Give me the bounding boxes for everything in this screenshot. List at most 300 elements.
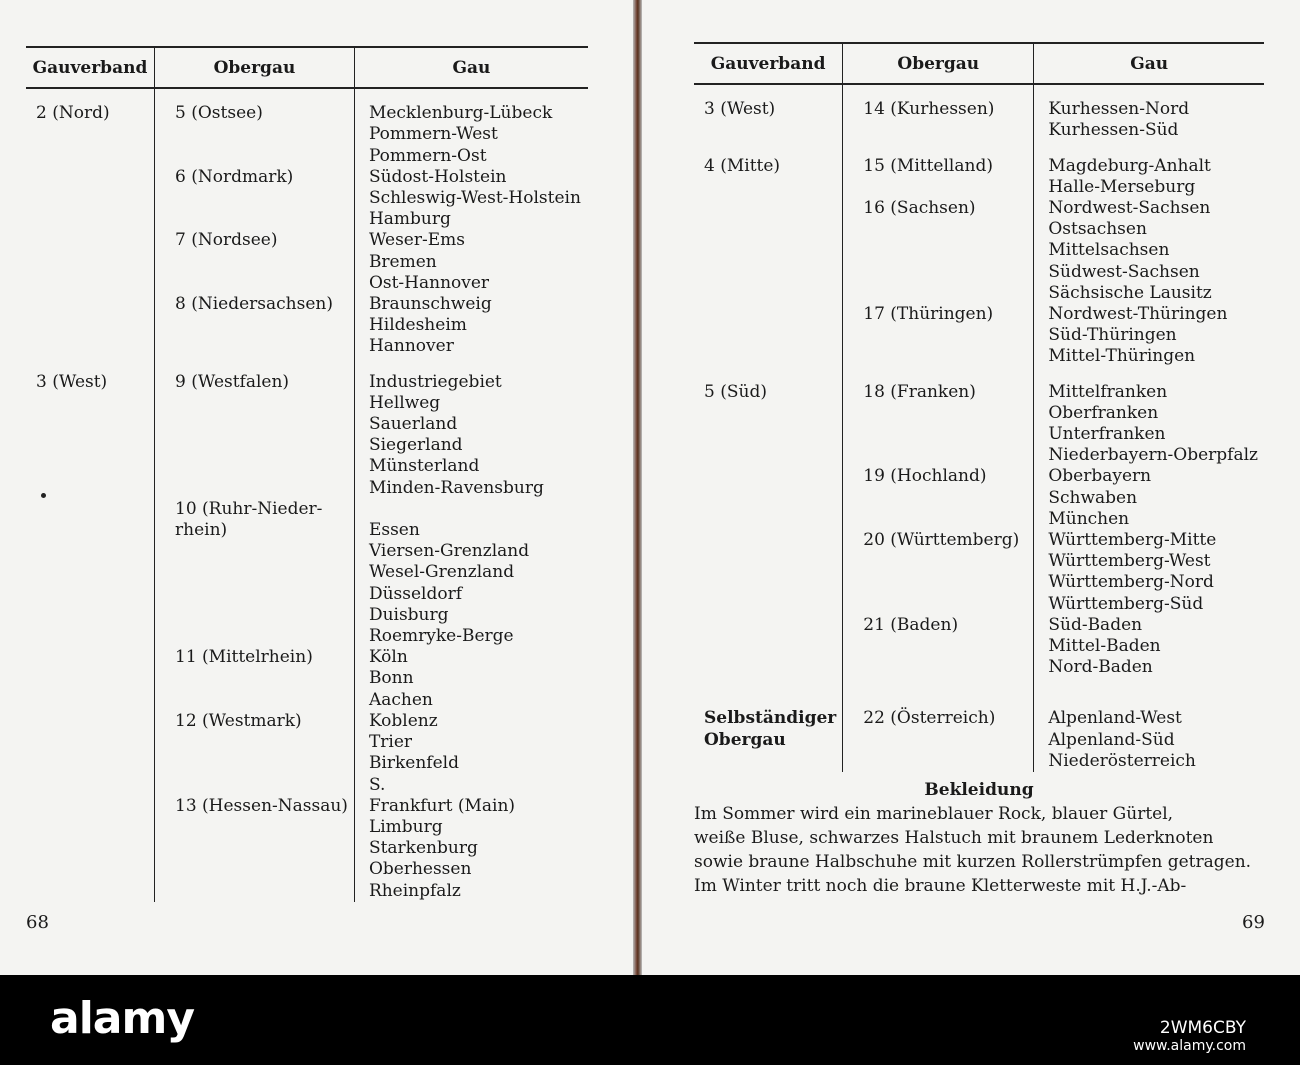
obergau-cell: 6 (Nordmark) (155, 167, 355, 188)
table-row (26, 499, 588, 520)
obergau-cell: 16 (Sachsen) (843, 198, 1034, 219)
gauverband-cell (26, 711, 155, 732)
gauverband-cell (694, 304, 843, 325)
gau-cell: Bonn (354, 668, 588, 689)
gauverband-cell (26, 668, 155, 689)
obergau-cell: 22 (Österreich) (843, 708, 1034, 729)
gauverband-cell: 3 (West) (704, 99, 776, 120)
table-row (26, 456, 588, 477)
gauverband-cell (694, 219, 843, 240)
obergau-cell (155, 456, 355, 477)
table-row (694, 325, 1264, 346)
gau-cell: Trier (354, 732, 588, 753)
gauverband-cell (26, 124, 155, 145)
gauverband-cell (26, 520, 155, 541)
gauverband-cell (26, 541, 155, 562)
obergau-cell (155, 188, 355, 209)
table-row (26, 562, 588, 583)
gauverband-cell: Obergau (704, 729, 786, 750)
watermark-url: www.alamy.com (1133, 1038, 1246, 1054)
gauverband-cell (26, 435, 155, 456)
gau-cell: Ostsachsen (1034, 219, 1264, 240)
gauverband-cell (694, 198, 843, 219)
gau-cell: Oberhessen (354, 859, 588, 880)
ink-speck (41, 493, 46, 498)
spacer-cell (1034, 368, 1264, 382)
gauverband-cell (26, 456, 155, 477)
obergau-cell: 10 (Ruhr-Nieder- (155, 499, 355, 520)
obergau-cell (843, 751, 1034, 772)
table-row (694, 346, 1264, 367)
gau-cell: S. (354, 775, 588, 796)
gau-cell: Duisburg (354, 605, 588, 626)
table-row (26, 838, 588, 859)
gauverband-cell (26, 315, 155, 336)
table-row (26, 209, 588, 230)
table-row (694, 219, 1264, 240)
obergau-cell: 13 (Hessen-Nassau) (155, 796, 355, 817)
spacer-row (694, 84, 1264, 99)
obergau-cell (843, 424, 1034, 445)
table-row (26, 167, 588, 188)
gau-cell: Nord-Baden (1034, 657, 1264, 678)
table-row (26, 393, 588, 414)
table-row (694, 304, 1264, 325)
obergau-cell (155, 414, 355, 435)
gauverband-cell (694, 240, 843, 261)
obergau-cell (155, 732, 355, 753)
obergau-cell: 5 (Ostsee) (155, 103, 355, 124)
spacer-cell (155, 88, 355, 103)
table-row (26, 647, 588, 668)
gauverband-cell: 3 (West) (36, 371, 108, 392)
gauverband-cell (26, 796, 155, 817)
obergau-cell (843, 262, 1034, 283)
spacer-cell (843, 142, 1034, 156)
obergau-cell (843, 403, 1034, 424)
gauverband-cell (694, 594, 843, 615)
book-spine (633, 0, 642, 975)
right-gau-table (694, 42, 1264, 772)
gauverband-cell (26, 605, 155, 626)
gau-cell: Schleswig-West-Holstein (354, 188, 588, 209)
obergau-cell (843, 346, 1034, 367)
table-row (26, 775, 588, 796)
left-gau-table (26, 46, 588, 902)
gau-cell: Württemberg-Nord (1034, 572, 1264, 593)
obergau-cell (843, 594, 1034, 615)
table-row (694, 751, 1264, 772)
gau-cell: Siegerland (354, 435, 588, 456)
obergau-cell (843, 657, 1034, 678)
gauverband-cell (694, 657, 843, 678)
gauverband-cell (26, 273, 155, 294)
spacer-row (26, 358, 588, 372)
header-obergau: Obergau (155, 47, 355, 88)
spacer-cell (26, 88, 155, 103)
gauverband-cell (26, 562, 155, 583)
table-row (694, 509, 1264, 530)
gau-cell: Mecklenburg-Lübeck (354, 103, 588, 124)
gauverband-cell (26, 188, 155, 209)
obergau-cell (155, 541, 355, 562)
gauverband-cell (694, 551, 843, 572)
gau-cell: Rheinpfalz (354, 881, 588, 902)
gau-cell: Württemberg-West (1034, 551, 1264, 572)
gauverband-cell (26, 775, 155, 796)
obergau-cell (843, 283, 1034, 304)
gauverband-cell (26, 230, 155, 251)
table-row (26, 690, 588, 711)
obergau-cell: rhein) (155, 520, 355, 541)
table-row (26, 252, 588, 273)
table-row (694, 445, 1264, 466)
gauverband-cell (694, 636, 843, 657)
gau-cell: Starkenburg (354, 838, 588, 859)
gauverband-cell: Selbständiger (704, 708, 837, 729)
gauverband-cell (694, 751, 843, 772)
table-row (26, 435, 588, 456)
obergau-cell: 21 (Baden) (843, 615, 1034, 636)
spacer-cell (694, 368, 843, 382)
obergau-cell: 11 (Mittelrhein) (155, 647, 355, 668)
obergau-cell (155, 562, 355, 583)
table-row (694, 240, 1264, 261)
obergau-cell: 8 (Niedersachsen) (155, 294, 355, 315)
gauverband-cell (694, 572, 843, 593)
table-row (26, 668, 588, 689)
spacer-row (694, 142, 1264, 156)
table-row (26, 414, 588, 435)
gau-cell: Frankfurt (Main) (354, 796, 588, 817)
table-row (26, 796, 588, 817)
gau-cell: Essen (354, 520, 588, 541)
gau-cell: Nordwest-Sachsen (1034, 198, 1264, 219)
spacer-cell (26, 358, 155, 372)
obergau-cell (843, 636, 1034, 657)
obergau-cell: 18 (Franken) (843, 382, 1034, 403)
spacer-cell (1034, 84, 1264, 99)
obergau-cell (843, 488, 1034, 509)
obergau-cell (155, 838, 355, 859)
table-row (694, 156, 1264, 177)
obergau-cell: 7 (Nordsee) (155, 230, 355, 251)
table-row (26, 294, 588, 315)
gauverband-cell (694, 445, 843, 466)
gauverband-cell (26, 881, 155, 902)
table-row (694, 466, 1264, 487)
gau-cell: Mittelsachsen (1034, 240, 1264, 261)
obergau-cell (843, 219, 1034, 240)
gau-cell: Wesel-Grenzland (354, 562, 588, 583)
gau-cell: Nordwest-Thüringen (1034, 304, 1264, 325)
paragraph-line: weiße Bluse, schwarzes Halstuch mit braunem Lederknoten (694, 828, 1214, 848)
gau-cell: Viersen-Grenzland (354, 541, 588, 562)
obergau-cell: 9 (Westfalen) (155, 372, 355, 393)
gauverband-cell (694, 509, 843, 530)
obergau-cell (155, 336, 355, 357)
spacer-cell (694, 142, 843, 156)
clothing-paragraph (694, 802, 1266, 898)
gau-cell: Hannover (354, 336, 588, 357)
obergau-cell (155, 753, 355, 774)
obergau-cell (155, 315, 355, 336)
table-row (694, 594, 1264, 615)
spacer-cell (694, 84, 843, 99)
obergau-cell (843, 509, 1034, 530)
header-gauverband: Gauverband (694, 43, 843, 84)
table-row (694, 488, 1264, 509)
gau-cell: Süd-Thüringen (1034, 325, 1264, 346)
table-row (26, 188, 588, 209)
gau-cell: Pommern-Ost (354, 146, 588, 167)
table-row (26, 273, 588, 294)
gau-cell: Kurhessen-Nord (1034, 99, 1264, 120)
alamy-logo: alamy (50, 993, 194, 1044)
gau-cell: Pommern-West (354, 124, 588, 145)
gau-cell: Weser-Ems (354, 230, 588, 251)
header-gau: Gau (1034, 43, 1264, 84)
spacer-row (694, 678, 1264, 708)
gauverband-cell (26, 294, 155, 315)
obergau-cell (843, 325, 1034, 346)
table-row (694, 120, 1264, 141)
paragraph-line: Im Winter tritt noch die braune Kletterweste mit H.J.-Ab- (694, 876, 1187, 896)
gau-cell: Württemberg-Mitte (1034, 530, 1264, 551)
gau-cell: Mittel-Baden (1034, 636, 1264, 657)
gau-cell: Alpenland-West (1034, 708, 1264, 729)
spacer-cell (1034, 678, 1264, 708)
spacer-cell (694, 678, 843, 708)
table-row (26, 541, 588, 562)
gauverband-cell (694, 530, 843, 551)
gauverband-cell (694, 120, 843, 141)
gau-cell: Düsseldorf (354, 584, 588, 605)
obergau-cell (843, 551, 1034, 572)
gau-cell: Süd-Baden (1034, 615, 1264, 636)
gauverband-cell (26, 336, 155, 357)
watermark-bar (0, 975, 1300, 1065)
table-row (26, 124, 588, 145)
gauverband-cell: 2 (Nord) (36, 103, 110, 124)
gauverband-cell (26, 393, 155, 414)
obergau-cell (155, 124, 355, 145)
table-row (26, 146, 588, 167)
table-row (694, 177, 1264, 198)
gauverband-cell (26, 499, 155, 520)
gauverband-cell (694, 424, 843, 445)
table-row (694, 530, 1264, 551)
spacer-cell (843, 368, 1034, 382)
gau-cell: Braunschweig (354, 294, 588, 315)
table-row (26, 711, 588, 732)
table-row (694, 551, 1264, 572)
table-row (26, 520, 588, 541)
gau-cell: Niederösterreich (1034, 751, 1264, 772)
table-row (694, 572, 1264, 593)
table-row (694, 708, 1264, 729)
section-title: Bekleidung (924, 780, 1034, 800)
gau-cell: Hellweg (354, 393, 588, 414)
gau-cell: Oberfranken (1034, 403, 1264, 424)
table-row (694, 424, 1264, 445)
gau-cell: Mittelfranken (1034, 382, 1264, 403)
gau-cell: Oberbayern (1034, 466, 1264, 487)
table-row (694, 283, 1264, 304)
table-row (26, 626, 588, 647)
table-row (694, 615, 1264, 636)
gau-cell (354, 499, 588, 520)
gau-cell: Hamburg (354, 209, 588, 230)
table-row (694, 657, 1264, 678)
table-row (26, 315, 588, 336)
gauverband-cell (694, 177, 843, 198)
obergau-cell (155, 478, 355, 499)
table-row (26, 103, 588, 124)
page-number-right: 69 (1242, 912, 1265, 933)
spacer-cell (354, 88, 588, 103)
gauverband-cell (26, 146, 155, 167)
obergau-cell (155, 626, 355, 647)
spacer-row (694, 368, 1264, 382)
table-row (694, 198, 1264, 219)
table-row (694, 262, 1264, 283)
spacer-cell (1034, 142, 1264, 156)
gau-cell: Alpenland-Süd (1034, 730, 1264, 751)
obergau-cell (155, 146, 355, 167)
gauverband-cell (26, 817, 155, 838)
gauverband-cell (694, 346, 843, 367)
table-row (26, 230, 588, 251)
table-row (26, 859, 588, 880)
spacer-cell (155, 358, 355, 372)
obergau-cell: 15 (Mittelland) (843, 156, 1034, 177)
gau-cell: Südwest-Sachsen (1034, 262, 1264, 283)
gauverband-cell (26, 252, 155, 273)
obergau-cell (843, 730, 1034, 751)
obergau-cell (155, 209, 355, 230)
gauverband-cell (26, 209, 155, 230)
gauverband-cell (26, 626, 155, 647)
right-page (642, 0, 1300, 975)
gauverband-cell (26, 690, 155, 711)
table-row (26, 753, 588, 774)
spacer-row (26, 88, 588, 103)
table-row (694, 730, 1264, 751)
gauverband-cell (26, 167, 155, 188)
table-row (26, 336, 588, 357)
obergau-cell (155, 435, 355, 456)
obergau-cell (843, 120, 1034, 141)
obergau-cell (843, 177, 1034, 198)
obergau-cell (155, 817, 355, 838)
gau-cell: Württemberg-Süd (1034, 594, 1264, 615)
table-row (26, 372, 588, 393)
page-number-left: 68 (26, 912, 49, 933)
obergau-cell (843, 445, 1034, 466)
header-obergau: Obergau (843, 43, 1034, 84)
gau-cell: Mittel-Thüringen (1034, 346, 1264, 367)
gau-cell: Roemryke-Berge (354, 626, 588, 647)
left-page (0, 0, 633, 975)
obergau-cell: 20 (Württemberg) (843, 530, 1034, 551)
gauverband-cell (694, 283, 843, 304)
table-row (26, 881, 588, 902)
obergau-cell (155, 859, 355, 880)
table-row (694, 99, 1264, 120)
table-row (694, 382, 1264, 403)
obergau-cell: 17 (Thüringen) (843, 304, 1034, 325)
gau-cell: München (1034, 509, 1264, 530)
image-id: 2WM6CBY (1159, 1018, 1246, 1038)
gauverband-cell (26, 732, 155, 753)
gauverband-cell (26, 838, 155, 859)
gau-cell: Niederbayern-Oberpfalz (1034, 445, 1264, 466)
gau-cell: Köln (354, 647, 588, 668)
table-row (26, 817, 588, 838)
table-row (26, 605, 588, 626)
gau-cell: Hildesheim (354, 315, 588, 336)
table-row (694, 403, 1264, 424)
gau-cell: Limburg (354, 817, 588, 838)
table-row (26, 584, 588, 605)
obergau-cell (155, 881, 355, 902)
obergau-cell (155, 668, 355, 689)
gau-cell: Kurhessen-Süd (1034, 120, 1264, 141)
table-row (26, 732, 588, 753)
obergau-cell (155, 393, 355, 414)
gau-cell: Unterfranken (1034, 424, 1264, 445)
gauverband-cell: 4 (Mitte) (704, 155, 781, 176)
gauverband-cell (694, 403, 843, 424)
spacer-cell (843, 84, 1034, 99)
gau-cell: Bremen (354, 252, 588, 273)
table-row (694, 636, 1264, 657)
gauverband-cell (694, 262, 843, 283)
obergau-cell (155, 273, 355, 294)
gauverband-cell (694, 325, 843, 346)
obergau-cell (843, 240, 1034, 261)
obergau-cell (155, 252, 355, 273)
obergau-cell (155, 690, 355, 711)
gauverband-cell (26, 584, 155, 605)
table-row (26, 478, 588, 499)
gau-cell: Sauerland (354, 414, 588, 435)
gau-cell: Industriegebiet (354, 372, 588, 393)
gauverband-cell (694, 466, 843, 487)
obergau-cell (155, 584, 355, 605)
gau-cell: Birkenfeld (354, 753, 588, 774)
obergau-cell (843, 572, 1034, 593)
gau-cell: Halle-Merseburg (1034, 177, 1264, 198)
gauverband-cell (26, 647, 155, 668)
obergau-cell (155, 775, 355, 796)
gauverband-cell (694, 615, 843, 636)
gauverband-cell (26, 753, 155, 774)
obergau-cell: 19 (Hochland) (843, 466, 1034, 487)
gauverband-cell (26, 414, 155, 435)
obergau-cell (155, 605, 355, 626)
gau-cell: Münsterland (354, 456, 588, 477)
obergau-cell: 14 (Kurhessen) (843, 99, 1034, 120)
gau-cell: Minden-Ravensburg (354, 478, 588, 499)
gau-cell: Ost-Hannover (354, 273, 588, 294)
gau-cell: Sächsische Lausitz (1034, 283, 1264, 304)
header-gau: Gau (354, 47, 588, 88)
gauverband-cell: 5 (Süd) (704, 381, 767, 402)
gau-cell: Südost-Holstein (354, 167, 588, 188)
gauverband-cell (694, 488, 843, 509)
